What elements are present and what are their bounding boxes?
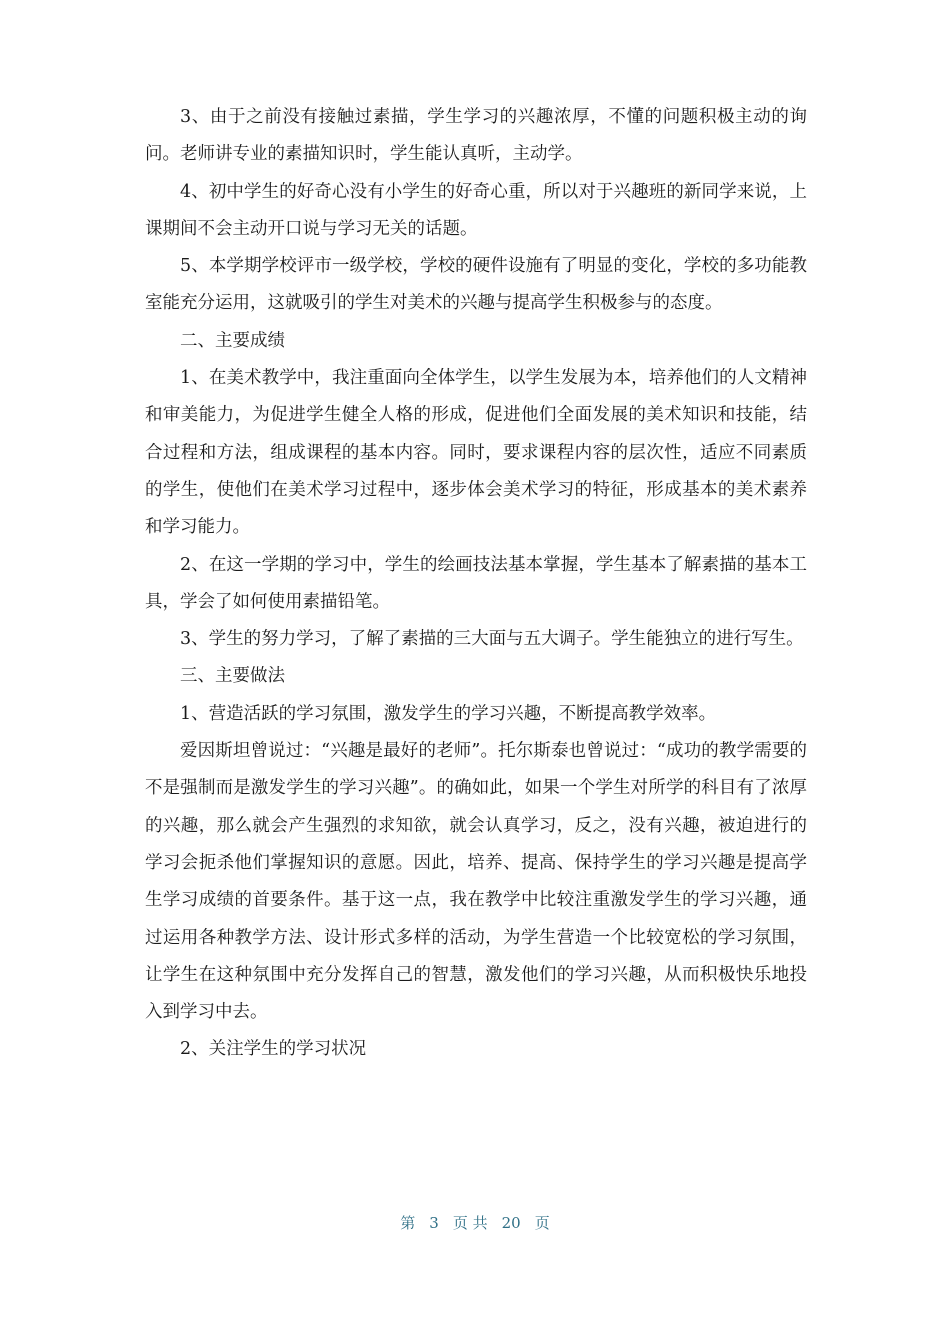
footer-total-pages: 20	[501, 1214, 521, 1232]
paragraph-9: 2、关注学生的学习状况	[180, 1039, 367, 1060]
section-heading-methods: 三、主要做法	[180, 666, 285, 687]
paragraph-3: 5、本学期学校评市一级学校，学校的硬件设施有了明显的变化，学校的多功能教室能充分运用，这就吸引的学生对美术的兴趣与提高学生积极参与的态度。	[145, 256, 807, 314]
document-body	[145, 99, 807, 1069]
paragraph-1: 3、由于之前没有接触过素描，学生学习的兴趣浓厚，不懂的问题积极主动的询问。老师讲专业的素描知识时，学生能认真听，主动学。	[145, 107, 807, 165]
paragraph-8: 爱因斯坦曾说过：“兴趣是最好的老师”。托尔斯泰也曾说过：“成功的教学需要的不是强制而是激发学生的学习兴趣”。的确如此，如果一个学生对所学的科目有了浓厚的兴趣，那么就会产生强烈的求知欲，就会认真学习，反之，没有兴趣，被迫进行的学习会扼杀他们掌握知识的意愿。因此，培养、提高、保持学生的学习兴趣是提高学生学习成绩的首要条件。基于这一点，我在教学中比较注重激发学生的学习兴趣，通过运用各种教学方法、设计形式多样的活动，为学生营造一个比较宽松的学习氛围，让学生在这种氛围中充分发挥自己的智慧，激发他们的学习兴趣，从而积极快乐地投入到学习中去。	[145, 741, 807, 1023]
footer-suffix: 页	[534, 1214, 550, 1232]
paragraph-2: 4、初中学生的好奇心没有小学生的好奇心重，所以对于兴趣班的新同学来说，上课期间不会主动开口说与学习无关的话题。	[145, 181, 807, 239]
footer-prefix: 第	[400, 1214, 416, 1232]
paragraph-5: 2、在这一学期的学习中，学生的绘画技法基本掌握，学生基本了解素描的基本工具，学会了如何使用素描铅笔。	[145, 554, 807, 612]
footer-middle: 页 共	[452, 1214, 488, 1232]
section-heading-achievements: 二、主要成绩	[180, 330, 285, 351]
paragraph-4: 1、在美术教学中，我注重面向全体学生，以学生发展为本，培养他们的人文精神和审美能力，为促进学生健全人格的形成，促进他们全面发展的美术知识和技能，结合过程和方法，组成课程的基本内容。同时，要求课程内容的层次性，适应不同素质的学生，使他们在美术学习过程中，逐步体会美术学习的特征，形成基本的美术素养和学习能力。	[145, 368, 807, 538]
paragraph-6: 3、学生的努力学习，了解了素描的三大面与五大调子。学生能独立的进行写生。	[180, 629, 804, 650]
footer-current-page: 3	[429, 1214, 439, 1232]
page-footer	[0, 1212, 950, 1233]
paragraph-7: 1、营造活跃的学习氛围，激发学生的学习兴趣，不断提高教学效率。	[180, 703, 717, 724]
